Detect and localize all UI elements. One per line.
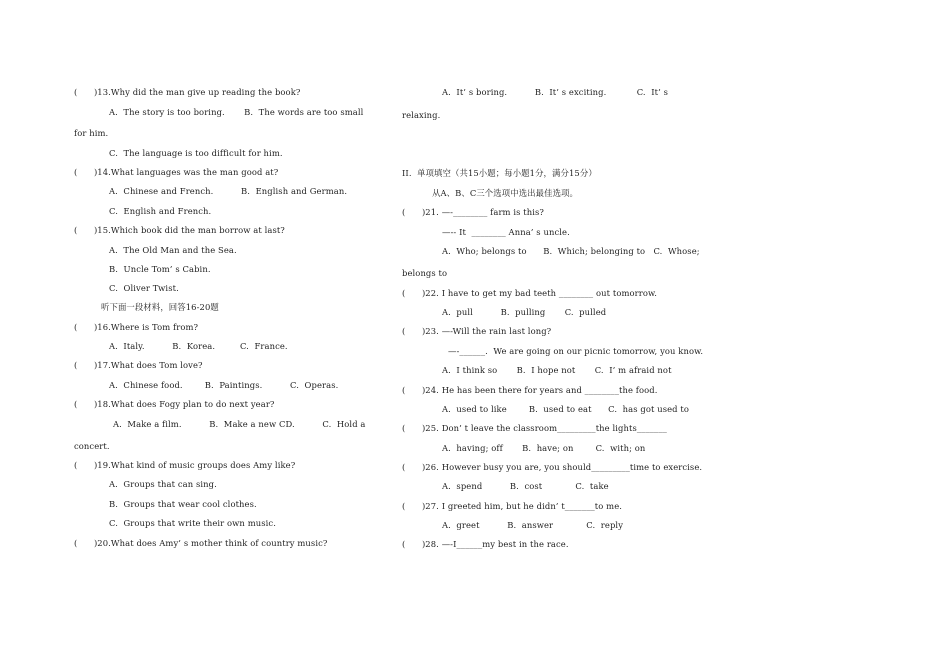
section-instruction: 从A、B、C三个选项中选出最佳选项。 — [432, 188, 579, 198]
question-27: ( )27. I greeted him, but he didn’ t_______to me. — [402, 501, 623, 511]
question-13: ( )13.Why did the man give up reading the book? — [74, 87, 301, 97]
question-16-options: A. Italy. B. Korea. C. France. — [109, 341, 288, 351]
question-19-option-b: B. Groups that wear cool clothes. — [109, 499, 257, 509]
question-26-options: A. spend B. cost C. take — [442, 481, 609, 491]
question-15: ( )15.Which book did the man borrow at last? — [74, 225, 285, 235]
question-23: ( )23. —-Will the rain last long? — [402, 326, 552, 336]
question-22-options: A. pull B. pulling C. pulled — [442, 307, 607, 317]
question-13-option-c: C. The language is too difficult for him. — [109, 148, 283, 158]
question-15-option-c: C. Oliver Twist. — [109, 283, 179, 293]
question-27-options: A. greet B. answer C. reply — [442, 520, 624, 530]
question-23-options: A. I think so B. I hope not C. I’ m afraid not — [442, 365, 672, 375]
question-16: ( )16.Where is Tom from? — [74, 322, 199, 332]
question-26: ( )26. However busy you are, you should_________time to exercise. — [402, 462, 703, 472]
question-21-options: A. Who; belongs to B. Which; belonging to C. Whose; — [442, 246, 700, 256]
question-21-line-2: —-- It ________ Anna’ s uncle. — [442, 227, 570, 237]
question-17-options: A. Chinese food. B. Paintings. C. Operas. — [109, 380, 339, 390]
question-25: ( )25. Don’ t leave the classroom_________the lights_______ — [402, 423, 667, 433]
question-24: ( )24. He has been there for years and ________the food. — [402, 385, 658, 395]
question-14-options-ab: A. Chinese and French. B. English and German. — [109, 186, 348, 196]
question-14-option-c: C. English and French. — [109, 206, 212, 216]
question-19: ( )19.What kind of music groups does Amy like? — [74, 460, 296, 470]
question-13-options-continued: for him. — [74, 128, 109, 138]
question-28: ( )28. —-I______my best in the race. — [402, 539, 569, 549]
question-18: ( )18.What does Fogy plan to do next year? — [74, 399, 275, 409]
question-15-option-a: A. The Old Man and the Sea. — [109, 245, 237, 255]
question-24-options: A. used to like B. used to eat C. has got used to — [442, 404, 689, 414]
question-21-options-continued: belongs to — [402, 268, 448, 278]
question-17: ( )17.What does Tom love? — [74, 360, 203, 370]
question-13-options-ab: A. The story is too boring. B. The words are too small — [109, 107, 364, 117]
listening-instruction: 听下面一段材料，回答16-20题 — [101, 302, 219, 312]
question-19-option-a: A. Groups that can sing. — [109, 479, 217, 489]
question-22: ( )22. I have to get my bad teeth ________ out tomorrow. — [402, 288, 658, 298]
question-14: ( )14.What languages was the man good at? — [74, 167, 279, 177]
question-18-options-continued: concert. — [74, 441, 110, 451]
question-25-options: A. having; off B. have; on C. with; on — [442, 443, 646, 453]
question-20-options: A. It’ s boring. B. It’ s exciting. C. It’ s — [442, 87, 669, 97]
question-20: ( )20.What does Amy’ s mother think of country music? — [74, 538, 328, 548]
question-23-line-2: —-______. We are going on our picnic tomorrow, you know. — [448, 346, 704, 356]
question-19-option-c: C. Groups that write their own music. — [109, 518, 276, 528]
question-15-option-b: B. Uncle Tom’ s Cabin. — [109, 264, 211, 274]
question-20-options-continued: relaxing. — [402, 110, 441, 120]
question-18-options: A. Make a film. B. Make a new CD. C. Hold a — [113, 419, 366, 429]
question-21: ( )21. —-________ farm is this? — [402, 207, 545, 217]
section-title: II. 单项填空（共15小题；每小题1分，满分15分） — [402, 168, 597, 178]
